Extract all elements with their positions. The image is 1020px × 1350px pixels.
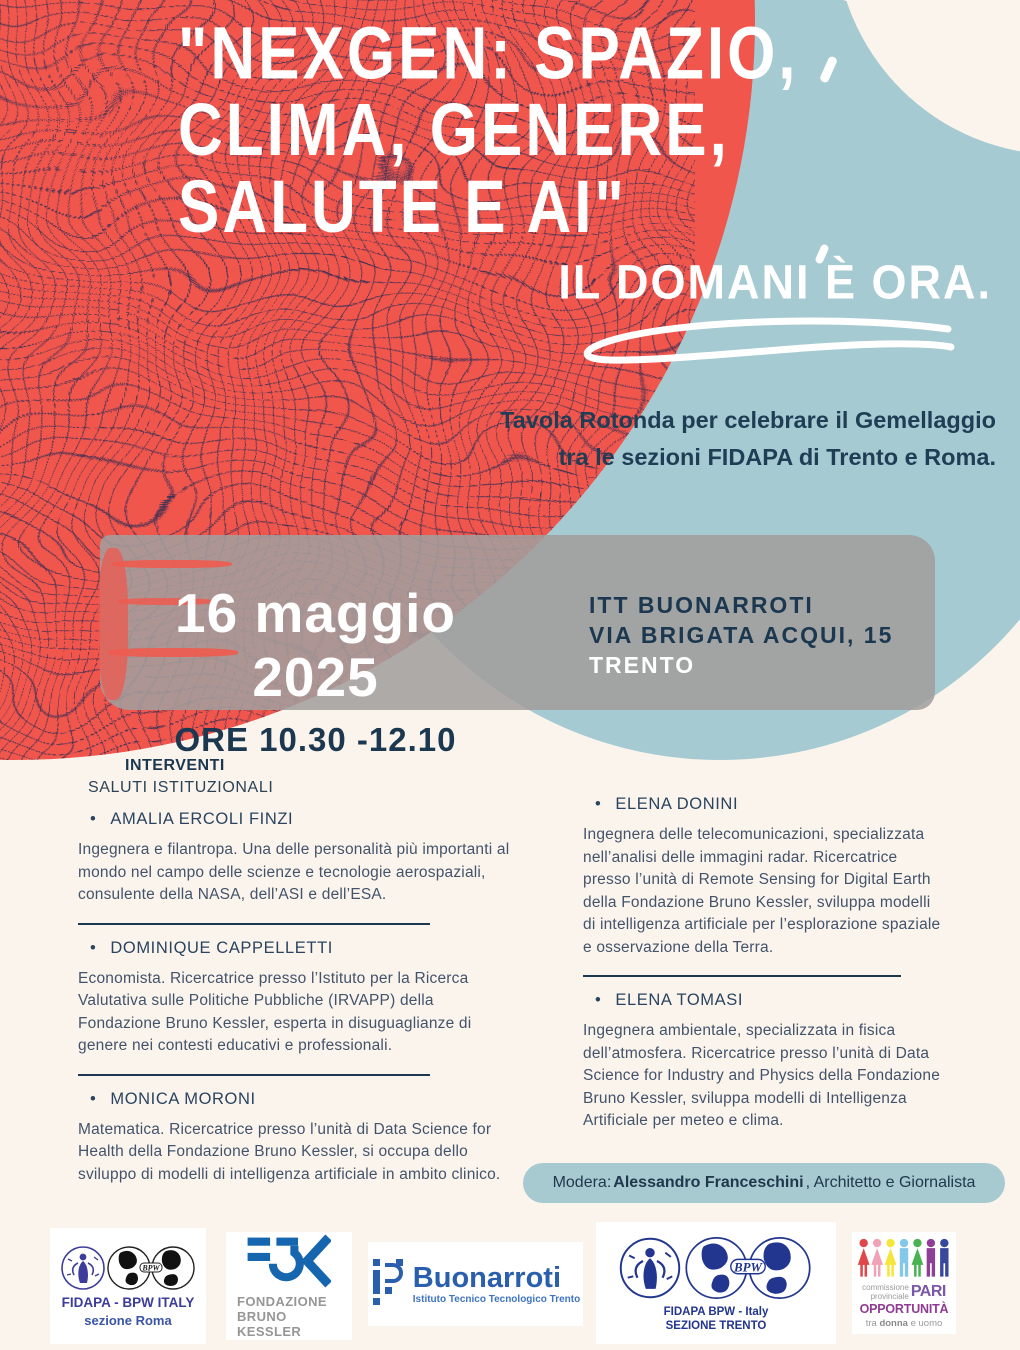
people-figures-icon [856,1238,952,1280]
speaker-name: • MONICA MORONI [78,1090,516,1109]
program-subheading: SALUTI ISTITUZIONALI [88,779,274,796]
event-time: ORE 10.30 -12.10 [174,721,457,758]
swoosh-underline-icon [552,314,962,370]
speakers-column-right [583,795,945,1133]
speaker-bio: Ingegnera delle telecomunicazioni, specializzata nell’analisi delle immagini radar. Ricercatrice presso l’unità di Remote Sensing for Digital Earth della Fondazione Bruno Kessler, sviluppa modelli di intelligenza artificiale per l’esplorazione spaziale e osservazione della Terra. [583,826,941,956]
speaker-name: • ELENA TOMASI [583,991,945,1010]
speaker-name: • ELENA DONINI [583,795,945,814]
pari-line3-suffix: e uomo [907,1317,943,1329]
venue-address: VIA BRIGATA ACQUI, 15 [589,622,894,648]
fidapa-angel-icon [60,1245,106,1291]
pari-line1: commissione [862,1282,909,1292]
venue-block [589,590,893,680]
speaker-bio: Economista. Ricercatrice presso l’Istituto per la Ricerca Valutativa sulle Politiche Pubbliche (IRVAPP) della Fondazione Bruno Kessler, esperta in disuguaglianze di genere nei contesti educativi e professionali. [78,969,472,1054]
divider [78,1074,430,1076]
logo-buonarroti [368,1242,583,1326]
bpw-globes-icon [106,1245,196,1291]
pari-line3-bold: donna [879,1317,908,1329]
speaker-bio: Ingegnera ambientale, specializzata in fisica dell’atmosfera. Ricercatrice presso l’unità di Data Science for Industry and Physics della Fondazione Bruno Kessler, sviluppa modelli di Intelligenza Artificiale per meteo e clima. [583,1022,941,1129]
logo-fidapa-roma [50,1228,206,1344]
fidapa-trento-section: SEZIONE TRENTO [665,1319,767,1332]
divider [78,923,430,925]
fidapa-roma-name: FIDAPA - BPW ITALY [61,1294,195,1310]
logo-fidapa-trento [596,1222,836,1344]
fidapa-trento-name: FIDAPA BPW - Italy [663,1305,769,1318]
moderator-name: Alessandro Franceschini [613,1174,804,1191]
fbk-line2: BRUNO KESSLER [237,1308,302,1339]
speaker-name: • DOMINIQUE CAPPELLETTI [78,939,516,958]
speaker-name: • AMALIA ERCOLI FINZI [78,810,516,829]
fidapa-roma-section: sezione Roma [84,1312,172,1328]
moderator-prefix: Modera: [552,1174,612,1191]
bpw-globes-icon [682,1235,814,1301]
pari-word-opportunita: OPPORTUNITÀ [859,1301,949,1316]
svg-text:BPW: BPW [734,1259,762,1275]
venue-city: TRENTO [589,652,696,678]
venue-name: ITT BUONARROTI [589,592,814,618]
speaker-bio: Ingegnera e filantropa. Una delle personalità più importanti al mondo nel campo delle scienze e tecnologie aerospaziali, consulente della NASA, dell’ASI e dell’ESA. [78,841,510,903]
event-date: 16 maggio 2025 [174,582,457,708]
fbk-line1: FONDAZIONE [237,1293,327,1309]
moderator-pill [523,1163,1005,1203]
divider [583,975,901,977]
pari-line3-prefix: tra [865,1317,880,1329]
buonarroti-tagline: Istituto Tecnico Tecnologico Trento [412,1294,581,1305]
buonarroti-mark-icon [371,1257,405,1311]
title-line-1: "NEXGEN: SPAZIO, [178,12,799,96]
event-description: Tavola Rotonda per celebrare il Gemellaggio tra le sezioni FIDAPA di Trento e Roma. [500,407,996,470]
tagline: IL DOMANI È ORA. [558,254,992,310]
svg-text:BPW: BPW [142,1263,160,1272]
moderator-suffix: , Architetto e Giornalista [805,1174,976,1191]
page-title [178,12,922,249]
title-line-3: SALUTE E AI" [178,166,627,249]
program-heading: INTERVENTI [125,757,225,774]
date-block [108,581,523,759]
speaker-bio: Matematica. Ricercatrice presso l’unità di Data Science for Health della Fondazione Bruno Kessler, si occupa dello sviluppo di modelli di intelligenza artificiale in ambito clinico. [78,1120,501,1183]
red-brush-streak [112,560,232,568]
pari-word-pari: PARI [910,1283,946,1300]
title-line-2: CLIMA, GENERE, [178,89,730,172]
pari-line2: provinciale [870,1291,909,1301]
fidapa-angel-icon [618,1236,682,1300]
speakers-column-left [78,810,516,1186]
buonarroti-name: Buonarroti [412,1262,561,1294]
logo-fbk [226,1232,352,1340]
fbk-mark-icon [247,1234,331,1288]
logo-pari-opportunita [852,1232,956,1334]
